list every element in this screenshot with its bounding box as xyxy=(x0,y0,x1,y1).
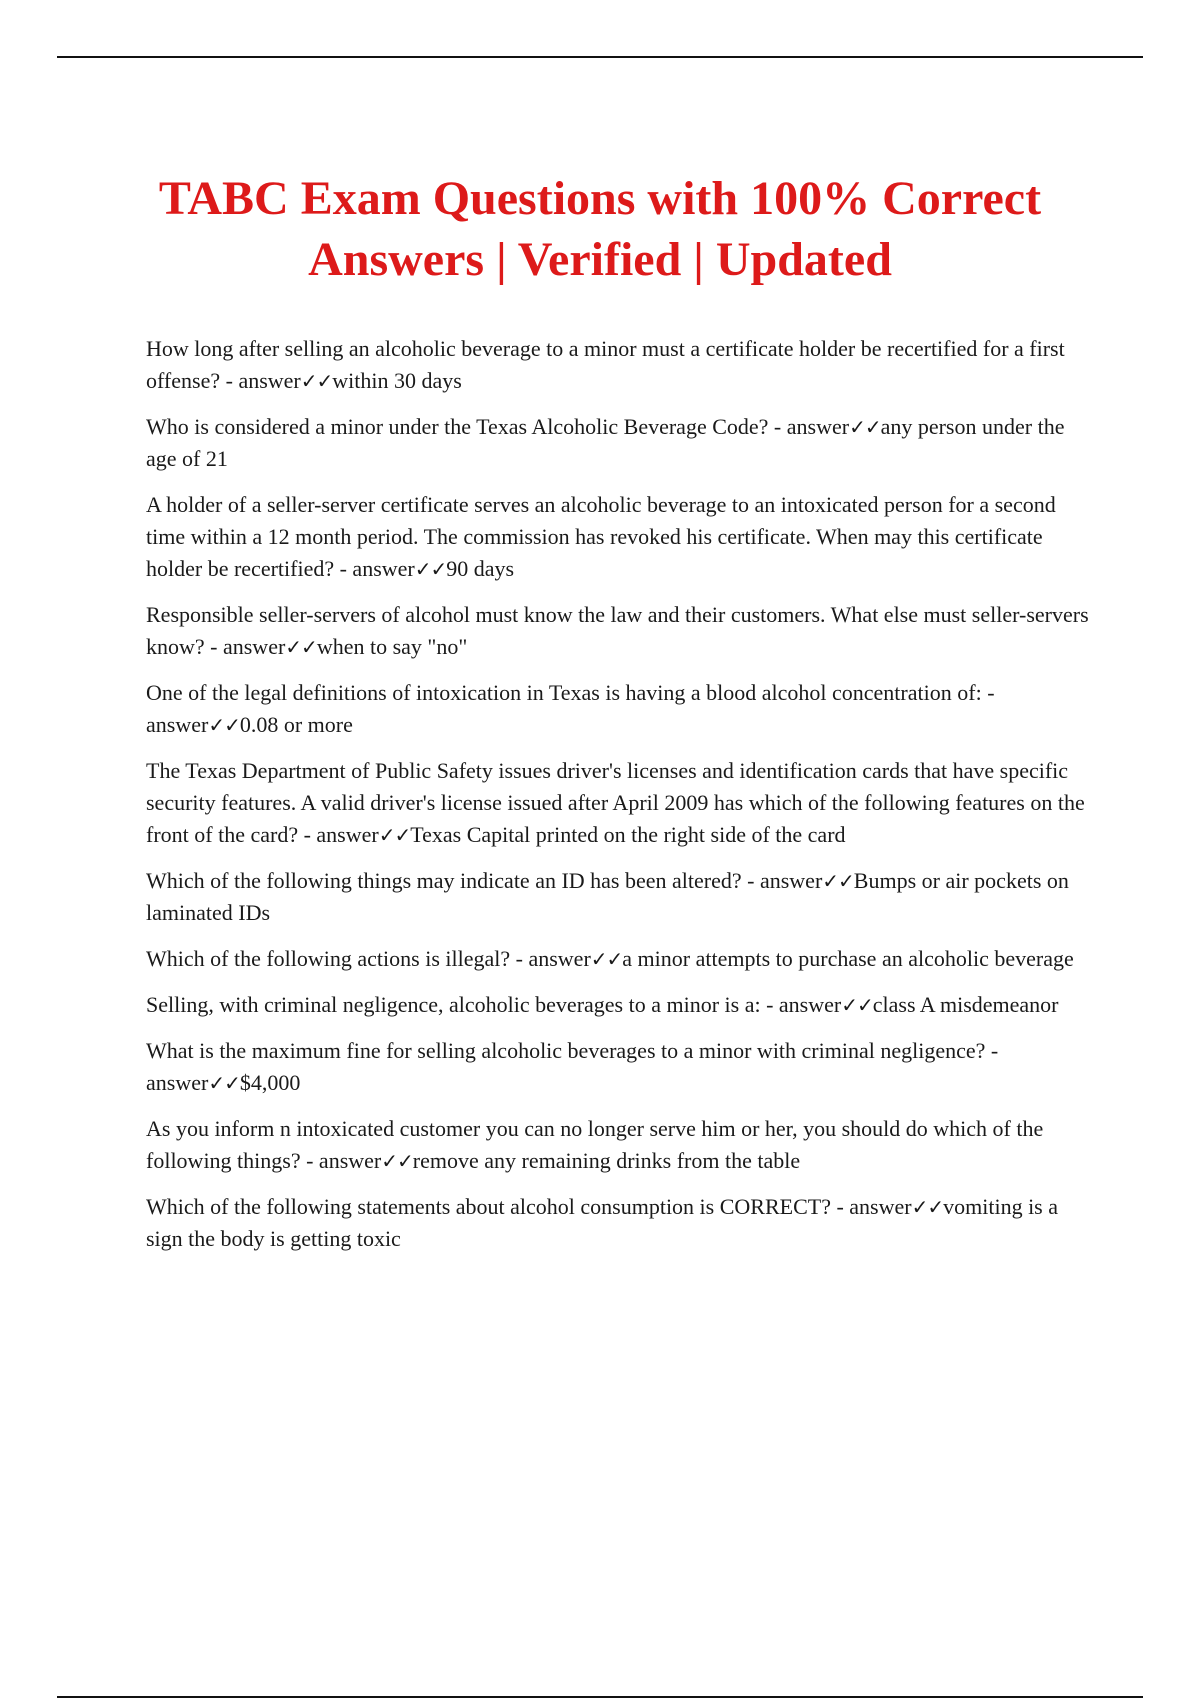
qa-item xyxy=(146,1035,1090,1099)
answer-prefix: - answer xyxy=(146,680,995,737)
double-check-icon: ✓✓ xyxy=(300,369,333,393)
double-check-icon: ✓✓ xyxy=(285,635,317,659)
title-line-1: TABC Exam Questions with 100% Correct xyxy=(158,172,1042,225)
qa-item xyxy=(146,943,1090,975)
answer-prefix: - answer xyxy=(515,946,591,971)
answer-prefix: - answer xyxy=(303,822,379,847)
answer-text: 90 days xyxy=(446,556,515,581)
qa-item xyxy=(146,865,1090,929)
qa-item xyxy=(146,677,1090,741)
double-check-icon: ✓✓ xyxy=(822,869,854,893)
answer-text: vomiting is a sign the body is getting toxic xyxy=(146,1194,1059,1251)
double-check-icon: ✓✓ xyxy=(381,1149,413,1173)
title-line-2: Answers | Verified | Updated xyxy=(308,233,892,286)
question-text: Which of the following actions is illegal? xyxy=(146,946,511,971)
answer-text: remove any remaining drinks from the table xyxy=(412,1148,801,1173)
header-rule xyxy=(57,56,1143,58)
question-text: The Texas Department of Public Safety issues driver's licenses and identification cards that have specific security features. A valid driver's license issued after April 2009 has which of the following features on the front of the card? xyxy=(146,758,1085,847)
answer-text: Texas Capital printed on the right side of the card xyxy=(410,822,846,847)
document-title xyxy=(100,168,1100,290)
question-text: A holder of a seller-server certificate serves an alcoholic beverage to an intoxicated person for a second time within a 12 month period. The commission has revoked his certificate. When may this certificate holder be recertified? xyxy=(146,492,1056,581)
answer-text: within 30 days xyxy=(332,368,462,393)
answer-prefix: - answer xyxy=(747,868,823,893)
double-check-icon: ✓✓ xyxy=(208,713,240,737)
qa-item xyxy=(146,755,1090,851)
answer-prefix: - answer xyxy=(773,414,850,439)
question-text: Which of the following things may indicate an ID has been altered? xyxy=(146,868,742,893)
question-text: As you inform n intoxicated customer you can no longer serve him or her, you should do which of the following things? xyxy=(146,1116,1044,1173)
double-check-icon: ✓✓ xyxy=(590,947,623,971)
qa-item xyxy=(146,489,1090,585)
double-check-icon: ✓✓ xyxy=(208,1071,240,1095)
answer-prefix: - answer xyxy=(836,1194,912,1219)
answer-prefix: - answer xyxy=(210,634,286,659)
qa-item xyxy=(146,1113,1090,1177)
double-check-icon: ✓✓ xyxy=(378,823,411,847)
answer-prefix: - answer xyxy=(306,1148,382,1173)
question-text: Selling, with criminal negligence, alcoholic beverages to a minor is a: xyxy=(146,992,761,1017)
double-check-icon: ✓✓ xyxy=(841,993,873,1017)
question-text: How long after selling an alcoholic beverage to a minor must a certificate holder be recertified for a first offense? xyxy=(146,336,1065,393)
answer-prefix: - answer xyxy=(225,368,301,393)
answer-text: a minor attempts to purchase an alcoholic beverage xyxy=(622,946,1074,971)
question-text: Which of the following statements about alcohol consumption is CORRECT? xyxy=(146,1194,831,1219)
answer-text: class A misdemeanor xyxy=(872,992,1059,1017)
question-text: One of the legal definitions of intoxication in Texas is having a blood alcohol concentration of: xyxy=(146,680,982,705)
qa-item xyxy=(146,333,1090,397)
double-check-icon: ✓✓ xyxy=(414,557,447,581)
qa-item xyxy=(146,411,1090,475)
answer-text: when to say "no" xyxy=(316,634,468,659)
qa-list xyxy=(146,333,1090,1269)
answer-prefix: - answer xyxy=(766,992,842,1017)
qa-item xyxy=(146,989,1090,1021)
answer-prefix: - answer xyxy=(339,556,415,581)
question-text: Responsible seller-servers of alcohol must know the law and their customers. What else must seller-servers know? xyxy=(146,602,1089,659)
qa-item xyxy=(146,599,1090,663)
footer-rule xyxy=(57,1696,1143,1698)
answer-text: Bumps or air pockets on laminated IDs xyxy=(146,868,1069,925)
double-check-icon: ✓✓ xyxy=(849,415,881,439)
double-check-icon: ✓✓ xyxy=(911,1195,944,1219)
answer-text: any person under the age of 21 xyxy=(146,414,1065,471)
qa-item xyxy=(146,1191,1090,1255)
question-text: What is the maximum fine for selling alcoholic beverages to a minor with criminal negligence? xyxy=(146,1038,986,1063)
answer-prefix: - answer xyxy=(146,1038,999,1095)
question-text: Who is considered a minor under the Texas Alcoholic Beverage Code? xyxy=(146,414,769,439)
answer-text: 0.08 or more xyxy=(239,712,353,737)
answer-text: $4,000 xyxy=(239,1070,301,1095)
